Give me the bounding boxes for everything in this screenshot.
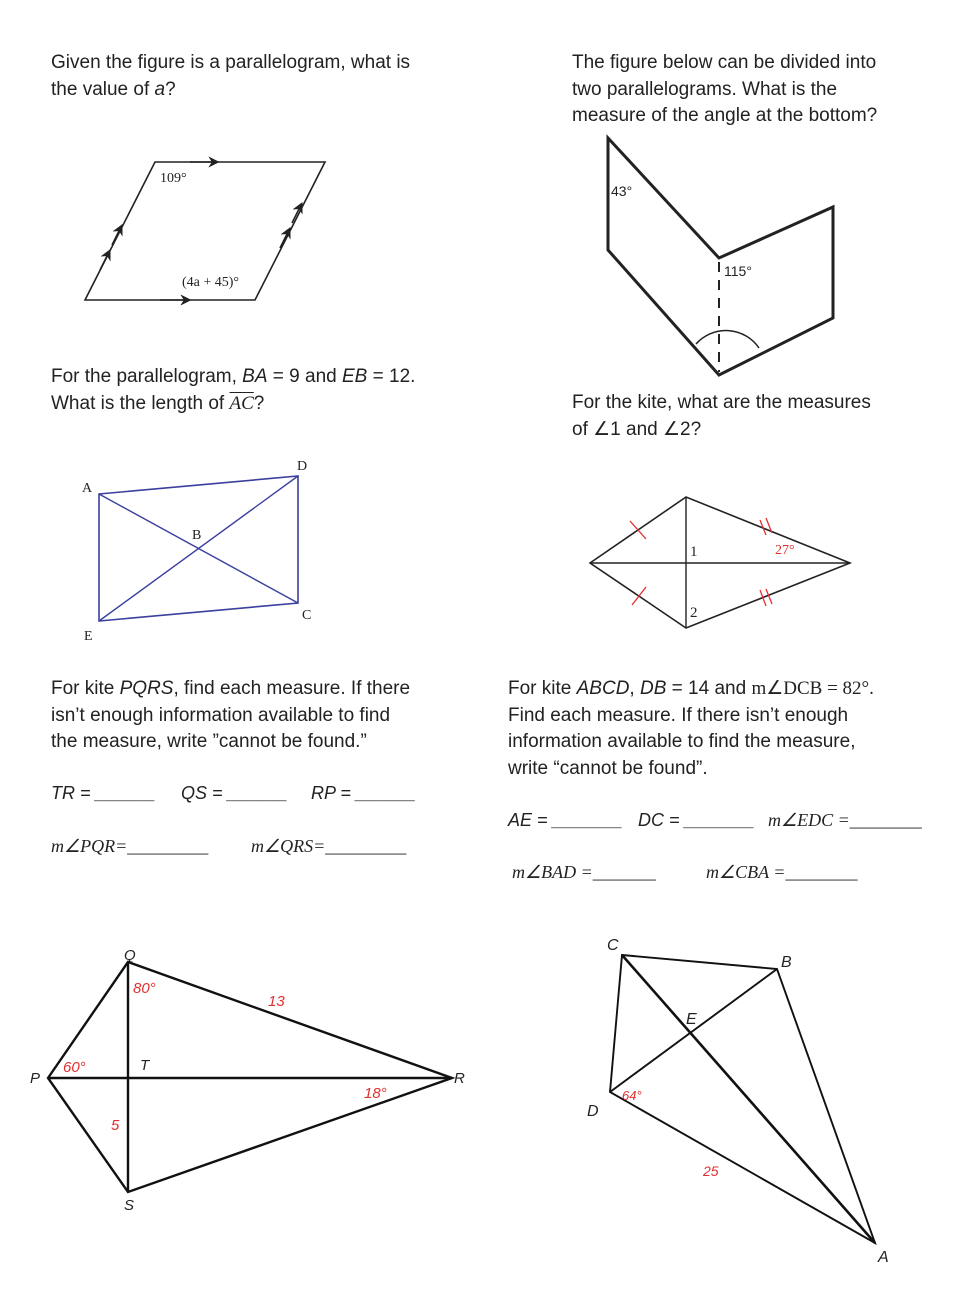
side-5-label: 5	[111, 1117, 120, 1134]
left-arrow-mark-2	[112, 229, 120, 245]
kite-abcd-figure	[587, 937, 889, 1266]
pqr-angle-blank[interactable]: m∠PQR=_________	[51, 836, 209, 856]
problem-6-line-4: write “cannot be found”.	[508, 757, 708, 779]
problem-3-text-d: What is the length of	[51, 392, 230, 414]
bad-angle-blank[interactable]: m∠BAD =_______	[512, 862, 656, 882]
parallelogram-figure-1	[85, 162, 325, 300]
dc-blank[interactable]: DC = _______	[638, 810, 755, 830]
vertex-c-label: C	[302, 608, 312, 623]
problem-6-line-3: information available to find the measure,	[508, 731, 856, 752]
point-t-label: T	[140, 1057, 150, 1074]
rp-blank[interactable]: RP = ______	[311, 783, 416, 803]
problem-6-text-a: For kite	[508, 678, 577, 699]
problem-6-angle-dcb: m∠DCB = 82°.	[751, 678, 874, 699]
angle-43-label: 43°	[611, 183, 633, 199]
problem-3-segment-eb: EB	[342, 366, 368, 387]
vertex-e-label: E	[84, 629, 93, 644]
angle-27-label: 27°	[775, 543, 795, 558]
problem-3-segment-ac: $\overline{AC}$	[229, 392, 254, 414]
bottom-angle-arc	[696, 331, 759, 348]
problem-1-variable: a	[154, 78, 166, 100]
tr-blank[interactable]: TR = ______	[51, 783, 156, 803]
problem-2-line-2: two parallelograms. What is the	[572, 78, 838, 100]
vertex-r-label: R	[454, 1070, 465, 1087]
qs-blank[interactable]: QS = ______	[181, 783, 288, 803]
problem-5-line-3: the measure, write ”cannot be found.”	[51, 731, 367, 752]
problem-1-line-1: Given the figure is a parallelogram, what is	[51, 52, 411, 73]
parallelogram-figure-3	[82, 459, 311, 644]
cba-angle-blank[interactable]: m∠CBA =________	[706, 862, 858, 882]
diagonal-ed	[99, 476, 298, 621]
qrs-angle-blank[interactable]: m∠QRS=_________	[251, 836, 407, 856]
side-13-label: 13	[268, 993, 285, 1010]
two-parallelograms-outline	[608, 138, 833, 375]
vertex-a-label-6: A	[878, 1249, 889, 1266]
problem-5-line-2: isn’t enough information available to find	[51, 704, 391, 726]
kite-figure-4	[590, 497, 850, 628]
problem-4-line-2: of ∠1 and ∠2?	[572, 418, 702, 440]
diagonal-db	[610, 969, 777, 1092]
vertex-a-label: A	[82, 481, 93, 496]
tick-mark-upper-left	[630, 521, 646, 539]
angle-60-label: 60°	[63, 1059, 86, 1076]
angle-64-label: 64°	[622, 1088, 642, 1103]
tick-mark-lower-left	[632, 587, 646, 605]
problem-5-text-a: For kite	[51, 678, 120, 699]
problem-3-text-a: For the parallelogram,	[51, 366, 243, 387]
vertex-b-label: B	[192, 528, 202, 543]
edc-angle-blank[interactable]: m∠EDC =________	[768, 810, 922, 830]
two-parallelograms-figure	[608, 138, 833, 375]
problem-3-question-mark: ?	[253, 392, 265, 414]
side-25-label: 25	[703, 1163, 719, 1179]
vertex-b-label-6: B	[781, 954, 792, 971]
problem-3-text-c: = 12.	[367, 366, 416, 387]
problem-1-line-2-text: the value of	[51, 78, 155, 100]
angle-1-label: 1	[690, 544, 698, 560]
problem-5-kite-name: PQRS	[119, 678, 174, 699]
problem-3-text-b: = 9 and	[267, 366, 342, 387]
angle-115-label: 115°	[724, 263, 752, 279]
vertex-c-label-6: C	[607, 937, 619, 954]
problem-1-question-mark: ?	[165, 78, 176, 100]
diagonal-ca	[622, 955, 875, 1243]
problem-6-text-b: ,	[629, 678, 640, 699]
kite-abcd-outline	[610, 955, 875, 1243]
angle-109-label: 109°	[160, 171, 187, 186]
problem-4-line-1: For the kite, what are the measures	[572, 392, 871, 413]
ae-blank[interactable]: AE = _______	[508, 810, 623, 830]
problem-2-line-3: measure of the angle at the bottom?	[572, 105, 878, 126]
problem-6-segment-db: DB	[639, 678, 667, 699]
angle-18-label: 18°	[364, 1085, 387, 1102]
problem-6-text-c: = 14 and	[666, 678, 752, 699]
vertex-d-label: D	[297, 459, 308, 474]
vertex-d-label-6: D	[587, 1103, 599, 1120]
angle-2-label: 2	[690, 605, 698, 621]
problem-5-text-b: , find each measure. If there	[173, 678, 411, 699]
angle-80-label: 80°	[133, 980, 156, 997]
point-e-label-6: E	[686, 1011, 697, 1028]
kite-pqrs-figure	[30, 947, 465, 1214]
vertex-p-label: P	[30, 1070, 41, 1087]
left-arrow-mark-1	[100, 254, 108, 270]
vertex-s-label: S	[124, 1197, 135, 1214]
problem-2-line-1: The figure below can be divided into	[572, 52, 877, 73]
right-arrow-mark-1	[280, 232, 288, 248]
problem-6-line-2: Find each measure. If there isn’t enough	[508, 704, 849, 726]
angle-4a-plus-45-label: (4a + 45)°	[182, 275, 240, 290]
problem-6-kite-name: ABCD	[576, 678, 630, 699]
problem-3-segment-ba: BA	[242, 366, 268, 387]
vertex-q-label: Q	[124, 947, 136, 964]
